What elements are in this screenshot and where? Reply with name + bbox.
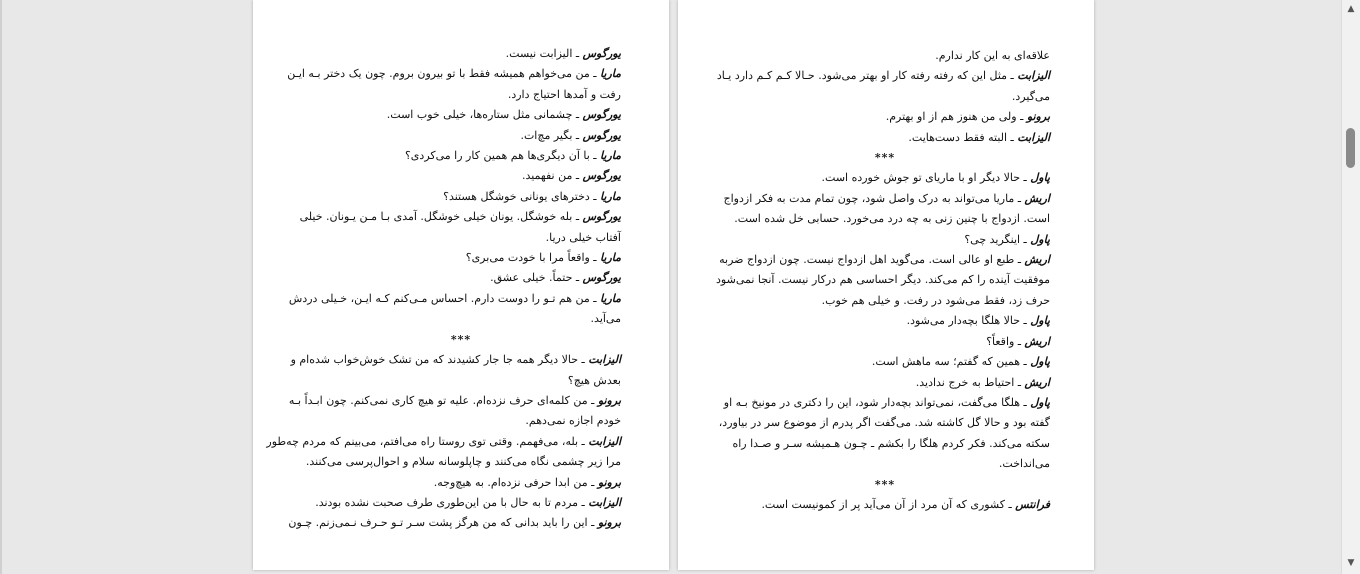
dialogue-line (716, 270, 1050, 290)
dialogue-line (288, 391, 621, 411)
line-text: سکته می‌کند. فکر کردم هلگا را بکشم ـ چـون هـمیشه سـر و صـدا راه (732, 436, 1050, 450)
line-text: مرا زیر چشمی نگاه می‌کنند و چاپلوسانه سلام و احوال‌پرسی می‌کنند. (305, 455, 621, 469)
line-text: می‌گیرد. (1011, 89, 1050, 103)
dialogue-line (301, 207, 621, 227)
dialogue-line (301, 105, 621, 125)
line-text: *** (874, 151, 896, 165)
line-text: ـ الیزابت نیست. (505, 47, 583, 60)
line-text: ـ این را باید بدانی که من هرگز پشت سـر تـو حـرف نـمی‌زنم. چـون (288, 516, 598, 530)
dialogue-line (720, 46, 1050, 66)
line-text: ـ دخترهای یونانی خوشگل هستند؟ (443, 189, 601, 203)
dialogue-line (301, 309, 621, 329)
dialogue-line (720, 393, 1050, 413)
dialogue-line (720, 189, 1050, 209)
dialogue-line (720, 495, 1050, 515)
line-text: ـ طبع او عالی است. می‌گوید اهل ازدواج نیست. چون ازدواج ضربه (719, 253, 1025, 267)
dialogue-line (720, 87, 1050, 107)
line-text: علاقه‌ای به این کار ندارم. (935, 49, 1050, 62)
speaker-name: الیزابت (588, 353, 621, 367)
speaker-name: یورگوس (582, 210, 621, 224)
line-text: ـ من می‌خواهم همیشه فقط با تو بیرون بروم. چون یک دختر بـه ایـن (287, 67, 601, 81)
dialogue-line (301, 228, 621, 248)
line-text: ـ چشمانی مثل ستاره‌ها، خیلی خوب است. (386, 108, 583, 122)
line-text: ـ ماریا می‌تواند به درک واصل شود، چون تمام مدت به فکر ازدواج (723, 191, 1025, 205)
section-separator (720, 475, 1050, 495)
line-text: ـ واقعاً؟ (986, 334, 1025, 348)
line-text: ـ من ابدا حرفی نزده‌ام. به هیچ‌وجه. (433, 475, 598, 489)
dialogue-line (288, 513, 621, 533)
speaker-name: یورگوس (582, 128, 621, 142)
dialogue-line (720, 434, 1050, 454)
dialogue-line (301, 187, 621, 207)
speaker-name: پاول (1030, 232, 1050, 246)
dialogue-line (720, 250, 1050, 270)
line-text: ـ حتماً. خیلی عشق. (490, 271, 583, 285)
line-text: خودم اجازه نمی‌دهم. (525, 414, 621, 428)
dialogue-line (716, 66, 1050, 86)
line-text: ـ اینگرید چی؟ (964, 232, 1031, 246)
speaker-name: الیزابت (1017, 130, 1050, 144)
dialogue-line (720, 373, 1050, 393)
dialogue-line (287, 64, 621, 84)
dialogue-line (301, 371, 621, 391)
dialogue-line (720, 209, 1050, 229)
dialogue-line (290, 350, 621, 370)
speaker-name: یورگوس (582, 47, 621, 60)
book-page-right (678, 0, 1094, 570)
dialogue-line (266, 432, 621, 452)
line-text: ـ با آن دیگری‌ها هم همین کار را می‌کردی؟ (404, 149, 601, 163)
dialogue-line (288, 289, 621, 309)
line-text: می‌آید. (590, 312, 621, 326)
line-text: ـ هلگا می‌گفت، نمی‌تواند بچه‌دار شود، این را دکتری در مونیخ بـه او (723, 395, 1031, 409)
dialogue-line (720, 352, 1050, 372)
dialogue-line (301, 411, 621, 431)
dialogue-line (720, 291, 1050, 311)
line-text: ـ بله، می‌فهمم. وقتی توی روستا راه می‌افتم، می‌بینم که مردم چه‌طور (266, 434, 589, 448)
line-text: می‌انداخت. (998, 457, 1050, 471)
line-text: آفتاب خیلی دریا. (545, 230, 621, 244)
line-text: است. ازدواج با چنین زنی به چه درد می‌خورد. حسابی خل شده است. (734, 212, 1050, 226)
speaker-name: برونو (597, 393, 621, 407)
speaker-name: ماریا (600, 189, 621, 203)
speaker-name: برونو (597, 475, 621, 489)
line-text: حرف زد، فقط می‌شود در رفت. و خیلی هم خوب. (821, 293, 1050, 307)
dialogue-line (301, 473, 621, 493)
speaker-name: اریش (1024, 375, 1050, 389)
line-text: ـ بله خوشگل. یونان خیلی خوشگل. آمدی بـا مـن یـونان. خیلی (299, 210, 583, 224)
line-text: ـ مثل این که رفته رفته کار او بهتر می‌شود. حـالا کـم کـم دارد یـاد (716, 69, 1018, 83)
line-text: *** (874, 477, 896, 491)
speaker-name: اریش (1024, 191, 1050, 205)
speaker-name: ماریا (600, 291, 621, 305)
dialogue-line (301, 268, 621, 288)
speaker-name: اریش (1024, 334, 1050, 348)
dialogue-line (301, 126, 621, 146)
section-separator (720, 148, 1050, 168)
speaker-name: برونو (1026, 110, 1050, 124)
speaker-name: ماریا (600, 149, 621, 163)
speaker-name: ماریا (600, 67, 621, 81)
scroll-up-icon[interactable]: ▲ (1347, 4, 1355, 14)
line-text: ـ احتیاط به خرج ندادید. (915, 375, 1025, 389)
dialogue-line (720, 107, 1050, 127)
section-separator (301, 330, 621, 350)
page-text-right (716, 46, 1050, 515)
line-text: ـ من نفهمید. (521, 169, 583, 183)
line-text: ـ واقعاً مرا با خودت می‌بری؟ (465, 251, 601, 265)
book-page-left (253, 0, 669, 570)
dialogue-line (301, 493, 621, 513)
speaker-name: پاول (1030, 314, 1050, 328)
speaker-name: یورگوس (582, 108, 621, 122)
line-text: ـ حالا هلگا بچه‌دار می‌شود. (906, 314, 1031, 328)
scroll-down-icon[interactable]: ▼ (1347, 558, 1355, 568)
speaker-name: پاول (1030, 171, 1050, 185)
line-text: ـ ولی من هنوز هم از او بهترم. (885, 110, 1027, 124)
speaker-name: الیزابت (1017, 69, 1050, 83)
line-text: ـ من هم تـو را دوست دارم. احساس مـی‌کنم کـه ایـن، خـیلی دردش (288, 291, 601, 305)
line-text: *** (450, 332, 472, 346)
dialogue-line (720, 168, 1050, 188)
speaker-name: الیزابت (588, 495, 621, 509)
line-text: ـ حالا دیگر او با ماریای تو جوش خورده است. (821, 171, 1031, 185)
dialogue-line (720, 128, 1050, 148)
dialogue-line (301, 248, 621, 268)
speaker-name: ماریا (600, 251, 621, 265)
speaker-name: یورگوس (582, 271, 621, 285)
dialogue-line (720, 413, 1050, 433)
dialogue-line (720, 311, 1050, 331)
dialogue-line (301, 85, 621, 105)
line-text: ـ البته فقط دست‌هایت. (908, 130, 1018, 144)
line-text: بعدش هیچ؟ (567, 373, 621, 387)
line-text: ـ کشوری که آن مرد از آن می‌آید پر از کمونیست است. (761, 497, 1016, 511)
dialogue-line (301, 166, 621, 186)
page-text-left (266, 44, 621, 534)
scroll-thumb[interactable] (1346, 128, 1355, 168)
line-text: گفته بود و حالا گل کاشته شد. می‌گفت اگر پدرم از موضوع سر در بیاورد، (718, 416, 1050, 430)
speaker-name: پاول (1030, 355, 1050, 369)
speaker-name: الیزابت (588, 434, 621, 448)
speaker-name: اریش (1024, 253, 1050, 267)
line-text: رفت و آمدها احتیاج دارد. (507, 87, 621, 101)
dialogue-line (301, 452, 621, 472)
speaker-name: برونو (597, 516, 621, 530)
line-text: ـ همین که گفتم؛ سه ماهش است. (871, 355, 1031, 369)
dialogue-line (301, 44, 621, 64)
speaker-name: پاول (1030, 395, 1050, 409)
speaker-name: فرانتس (1015, 497, 1050, 511)
dialogue-line (720, 454, 1050, 474)
dialogue-line (720, 230, 1050, 250)
line-text: ـ بگیر مچ‌ات. (520, 128, 583, 142)
dialogue-line (301, 146, 621, 166)
vertical-scrollbar[interactable] (1341, 0, 1360, 574)
line-text: ـ مردم تا به حال با من این‌طوری طرف صحبت نشده بودند. (315, 495, 589, 509)
line-text: ـ من کلمه‌ای حرف نزده‌ام. علیه تو هیچ کاری نمی‌کنم. چون ابـداً بـه (288, 393, 598, 407)
speaker-name: یورگوس (582, 169, 621, 183)
line-text: موفقیت آینده را کم می‌کند. دیگر احساسی هم درکار نیست. آنجا نمی‌شود (716, 273, 1050, 287)
dialogue-line (720, 332, 1050, 352)
line-text: ـ حالا دیگر همه جا جار کشیدند که من تشک خوش‌خواب شده‌ام و (290, 353, 589, 367)
